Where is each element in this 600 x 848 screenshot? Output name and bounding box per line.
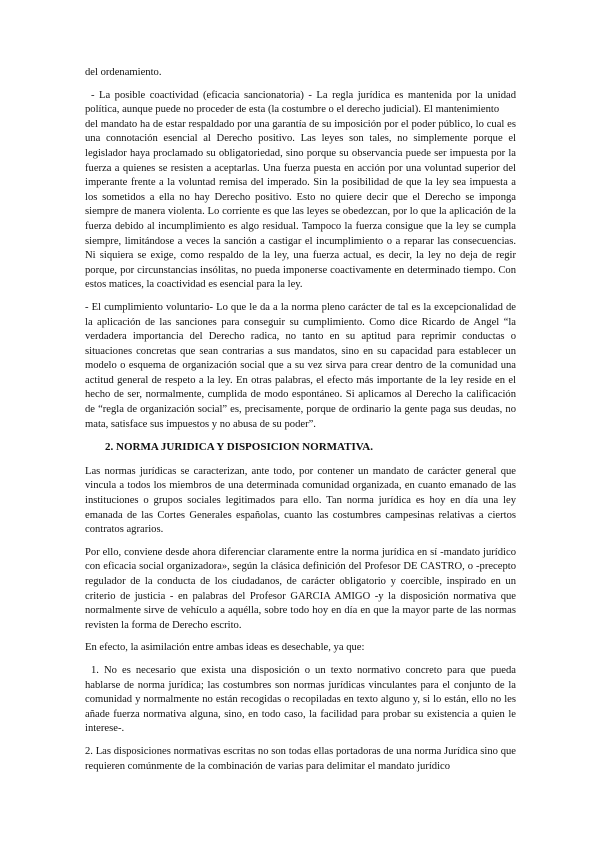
document-body xyxy=(85,66,516,782)
section-heading: 2. NORMA JURIDICA Y DISPOSICION NORMATIVA. xyxy=(105,441,373,454)
paragraph-en-efecto: En efecto, la asimilación entre ambas ideas es desechable, ya que: xyxy=(85,642,365,654)
paragraph-diferenciar: Por ello, conviene desde ahora diferenciar claramente entre la norma jurídica en sí -mandato jurídico con eficacia social organizadora», según la clásica definición del Profesor DE CASTRO, o -precepto regulador de la conducta de los ciudadanos, de carácter obligatorio y coercible, inspirado en un criterio de justicia - en palabras del Profesor GARCIA AMIGO -y la disposición normativa que normalmente sirve de vehículo a aquélla, sobre todo hoy en día en que la mayor parte de las normas revisten la forma de Derecho escrito. xyxy=(85,546,516,631)
paragraph-coactividad-body: del mandato ha de estar respaldado por una garantía de su imposición por el poder público, lo cual es una connotación esencial al Derecho positivo. Las leyes son tales, no simplemente porque el legislador haya proclamado su obligatoriedad, sino porque su observancia puede ser impuesta por la fuerza a quienes se resisten a aceptarlas. Una fuerza puesta en acción por una voluntad superior del imperante frente a la voluntad remisa del imperado. Sin la posibilidad de que la ley sea impuesta a los sometidos a ella no hay Derecho positivo. Esto no quiere decir que el Derecho se imponga siempre de manera violenta. Lo corriente es que las leyes se obedezcan, por lo que la aplicación de la fuerza debido al incumplimiento es algo residual. Tampoco la fuerza consigue que la ley se cumpla siempre, limitándose a veces la sanción a castigar el incumplimiento o a reparar las consecuencias. Ni siquiera se exige, como respaldo de la ley, una fuerza actual, es decir, la ley no deja de regir porque, por circunstancias insólitas, no pueda imponerse coactivamente en determinado tiempo. Con estos matices, la coactividad es esencial para la ley. xyxy=(85,118,516,291)
paragraph-continuation: del ordenamiento. xyxy=(85,67,162,78)
list-item-1: 1. No es necesario que exista una disposición o un texto normativo concreto para que pueda hablarse de norma jurídica; las costumbres son normas jurídicas vinculantes para el conjunto de la comunidad y normalmente no están recogidas o recopiladas en texto alguno y, si lo están, ello no les añade fuerza normativa alguna, sino, en todo caso, la facilidad para probar su existencia a quien le interese-. xyxy=(85,664,516,735)
paragraph-normas-juridicas: Las normas jurídicas se caracterizan, ante todo, por contener un mandato de carácter general que vincula a todos los miembros de una determinada comunidad organizada, en cuanto emanado de las instituciones o grupos sociales legitimados para ello. Tan norma jurídica es hoy en día una ley emanada de las Cortes Generales españolas, cuanto las costumbres campesinas relativas a ciertos contratos agrarios. xyxy=(85,465,516,536)
paragraph-coactividad-intro: - La posible coactividad (eficacia sancionatoria) - La regla jurídica es mantenida por la unidad política, aunque puede no proceder de esta (la costumbre o el derecho judicial). El mantenimiento xyxy=(85,89,516,116)
paragraph-cumplimiento-voluntario: - El cumplimiento voluntario- Lo que le da a la norma pleno carácter de tal es la excepcionalidad de la aplicación de las sanciones para conseguir su cumplimiento. Como dice Ricardo de Angel “la verdadera importancia del Derecho radica, no tanto en su aptitud para reprimir conductas o situaciones concretas que sean contrarias a sus mandatos, sino en su capacidad para establecer un modelo o esquema de organización social que a su vez sirva para crear dentro de la comunidad una actitud general de respeto a la ley. En otras palabras, el efecto más importante de la ley reside en el hecho de ser, normalmente, cumplida de modo espontáneo. Si aplicamos al Derecho la calificación de “regla de organización social” es, precisamente, porque de ordinario la gente paga sus deudas, no mata, satisface sus impuestos y no abusa de su poder”. xyxy=(85,301,516,430)
list-item-2: 2. Las disposiciones normativas escritas no son todas ellas portadoras de una norma Jurídica sino que requieren comúnmente de la combinación de varias para delimitar el mandato jurídico xyxy=(85,745,516,772)
